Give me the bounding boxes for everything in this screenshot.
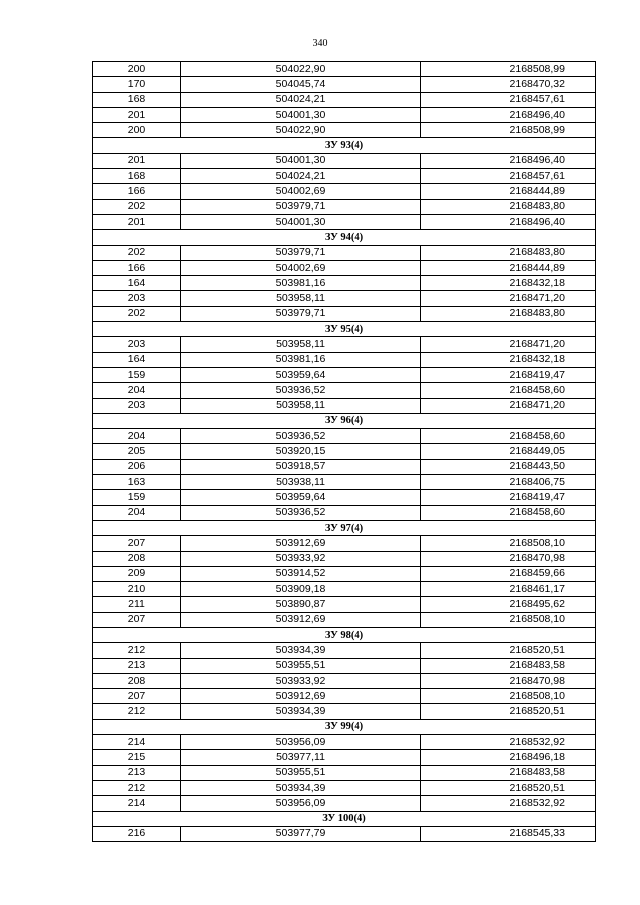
table-row <box>93 92 596 107</box>
section-header-row <box>93 520 596 535</box>
point-number-cell: 166 <box>93 184 181 199</box>
x-coordinate-cell: 504024,21 <box>181 92 421 107</box>
x-coordinate-cell: 503934,39 <box>181 780 421 795</box>
x-coordinate-cell: 503958,11 <box>181 337 421 352</box>
section-title: ЗУ 100(4) <box>93 811 596 826</box>
y-coordinate-cell: 2168458,60 <box>421 429 596 444</box>
x-coordinate-cell: 503936,52 <box>181 429 421 444</box>
x-coordinate-cell: 503936,52 <box>181 505 421 520</box>
section-header-row <box>93 719 596 734</box>
x-coordinate-cell: 504045,74 <box>181 77 421 92</box>
y-coordinate-cell: 2168432,18 <box>421 352 596 367</box>
point-number-cell: 208 <box>93 551 181 566</box>
y-coordinate-cell: 2168432,18 <box>421 276 596 291</box>
section-title: ЗУ 96(4) <box>93 413 596 428</box>
point-number-cell: 213 <box>93 765 181 780</box>
y-coordinate-cell: 2168496,40 <box>421 107 596 122</box>
x-coordinate-cell: 503979,71 <box>181 199 421 214</box>
x-coordinate-cell: 503981,16 <box>181 352 421 367</box>
x-coordinate-cell: 504002,69 <box>181 260 421 275</box>
y-coordinate-cell: 2168508,99 <box>421 123 596 138</box>
x-coordinate-cell: 503938,11 <box>181 475 421 490</box>
y-coordinate-cell: 2168444,89 <box>421 184 596 199</box>
x-coordinate-cell: 504024,21 <box>181 169 421 184</box>
point-number-cell: 203 <box>93 291 181 306</box>
point-number-cell: 212 <box>93 780 181 795</box>
y-coordinate-cell: 2168545,33 <box>421 826 596 841</box>
table-row <box>93 123 596 138</box>
x-coordinate-cell: 503977,79 <box>181 826 421 841</box>
table-row <box>93 291 596 306</box>
point-number-cell: 164 <box>93 352 181 367</box>
point-number-cell: 207 <box>93 536 181 551</box>
x-coordinate-cell: 503918,57 <box>181 459 421 474</box>
y-coordinate-cell: 2168508,99 <box>421 62 596 77</box>
table-row <box>93 536 596 551</box>
table-row <box>93 780 596 795</box>
point-number-cell: 212 <box>93 704 181 719</box>
table-row <box>93 367 596 382</box>
x-coordinate-cell: 503981,16 <box>181 276 421 291</box>
point-number-cell: 207 <box>93 689 181 704</box>
table-row <box>93 245 596 260</box>
x-coordinate-cell: 503933,92 <box>181 673 421 688</box>
point-number-cell: 213 <box>93 658 181 673</box>
table-row <box>93 689 596 704</box>
table-row <box>93 383 596 398</box>
y-coordinate-cell: 2168520,51 <box>421 704 596 719</box>
table-row <box>93 444 596 459</box>
point-number-cell: 216 <box>93 826 181 841</box>
x-coordinate-cell: 504001,30 <box>181 214 421 229</box>
table-row <box>93 276 596 291</box>
y-coordinate-cell: 2168406,75 <box>421 475 596 490</box>
y-coordinate-cell: 2168419,47 <box>421 490 596 505</box>
table-row <box>93 796 596 811</box>
x-coordinate-cell: 503959,64 <box>181 367 421 382</box>
page-number: 340 <box>312 38 328 49</box>
table-row <box>93 475 596 490</box>
x-coordinate-cell: 503936,52 <box>181 383 421 398</box>
y-coordinate-cell: 2168458,60 <box>421 383 596 398</box>
point-number-cell: 159 <box>93 490 181 505</box>
section-header-row <box>93 138 596 153</box>
y-coordinate-cell: 2168520,51 <box>421 643 596 658</box>
y-coordinate-cell: 2168470,32 <box>421 77 596 92</box>
y-coordinate-cell: 2168483,80 <box>421 306 596 321</box>
point-number-cell: 166 <box>93 260 181 275</box>
table-row <box>93 169 596 184</box>
point-number-cell: 211 <box>93 597 181 612</box>
section-header-row <box>93 627 596 642</box>
x-coordinate-cell: 503912,69 <box>181 689 421 704</box>
y-coordinate-cell: 2168457,61 <box>421 92 596 107</box>
x-coordinate-cell: 503934,39 <box>181 704 421 719</box>
table-row <box>93 658 596 673</box>
x-coordinate-cell: 503979,71 <box>181 306 421 321</box>
x-coordinate-cell: 503934,39 <box>181 643 421 658</box>
point-number-cell: 163 <box>93 475 181 490</box>
table-row <box>93 735 596 750</box>
point-number-cell: 212 <box>93 643 181 658</box>
x-coordinate-cell: 503914,52 <box>181 566 421 581</box>
y-coordinate-cell: 2168496,40 <box>421 214 596 229</box>
point-number-cell: 202 <box>93 245 181 260</box>
table-row <box>93 199 596 214</box>
section-header-row <box>93 811 596 826</box>
table-row <box>93 597 596 612</box>
table-row <box>93 337 596 352</box>
y-coordinate-cell: 2168461,17 <box>421 582 596 597</box>
table-row <box>93 77 596 92</box>
table-row <box>93 429 596 444</box>
x-coordinate-cell: 504001,30 <box>181 153 421 168</box>
y-coordinate-cell: 2168496,40 <box>421 153 596 168</box>
point-number-cell: 168 <box>93 169 181 184</box>
y-coordinate-cell: 2168470,98 <box>421 551 596 566</box>
table-row <box>93 673 596 688</box>
point-number-cell: 215 <box>93 750 181 765</box>
y-coordinate-cell: 2168483,58 <box>421 658 596 673</box>
section-header-row <box>93 413 596 428</box>
point-number-cell: 202 <box>93 199 181 214</box>
x-coordinate-cell: 503955,51 <box>181 658 421 673</box>
y-coordinate-cell: 2168458,60 <box>421 505 596 520</box>
y-coordinate-cell: 2168508,10 <box>421 689 596 704</box>
point-number-cell: 205 <box>93 444 181 459</box>
y-coordinate-cell: 2168483,80 <box>421 245 596 260</box>
section-header-row <box>93 230 596 245</box>
point-number-cell: 214 <box>93 796 181 811</box>
table-row <box>93 704 596 719</box>
y-coordinate-cell: 2168520,51 <box>421 780 596 795</box>
point-number-cell: 201 <box>93 107 181 122</box>
y-coordinate-cell: 2168532,92 <box>421 735 596 750</box>
x-coordinate-cell: 503977,11 <box>181 750 421 765</box>
table-row <box>93 260 596 275</box>
point-number-cell: 206 <box>93 459 181 474</box>
table-row <box>93 765 596 780</box>
y-coordinate-cell: 2168471,20 <box>421 398 596 413</box>
x-coordinate-cell: 504002,69 <box>181 184 421 199</box>
x-coordinate-cell: 503955,51 <box>181 765 421 780</box>
table-row <box>93 398 596 413</box>
x-coordinate-cell: 503979,71 <box>181 245 421 260</box>
point-number-cell: 168 <box>93 92 181 107</box>
y-coordinate-cell: 2168471,20 <box>421 291 596 306</box>
x-coordinate-cell: 504022,90 <box>181 123 421 138</box>
point-number-cell: 214 <box>93 735 181 750</box>
point-number-cell: 207 <box>93 612 181 627</box>
section-title: ЗУ 94(4) <box>93 230 596 245</box>
x-coordinate-cell: 503956,09 <box>181 796 421 811</box>
point-number-cell: 170 <box>93 77 181 92</box>
point-number-cell: 203 <box>93 337 181 352</box>
section-title: ЗУ 93(4) <box>93 138 596 153</box>
table-row <box>93 551 596 566</box>
x-coordinate-cell: 503890,87 <box>181 597 421 612</box>
table-row <box>93 153 596 168</box>
point-number-cell: 204 <box>93 383 181 398</box>
point-number-cell: 200 <box>93 123 181 138</box>
table-row <box>93 459 596 474</box>
point-number-cell: 164 <box>93 276 181 291</box>
x-coordinate-cell: 503956,09 <box>181 735 421 750</box>
point-number-cell: 201 <box>93 214 181 229</box>
y-coordinate-cell: 2168483,80 <box>421 199 596 214</box>
x-coordinate-cell: 503909,18 <box>181 582 421 597</box>
y-coordinate-cell: 2168508,10 <box>421 612 596 627</box>
point-number-cell: 159 <box>93 367 181 382</box>
point-number-cell: 201 <box>93 153 181 168</box>
y-coordinate-cell: 2168470,98 <box>421 673 596 688</box>
coordinates-table <box>92 61 596 842</box>
x-coordinate-cell: 503933,92 <box>181 551 421 566</box>
table-row <box>93 306 596 321</box>
table-row <box>93 505 596 520</box>
table-row <box>93 826 596 841</box>
table-row <box>93 643 596 658</box>
x-coordinate-cell: 503959,64 <box>181 490 421 505</box>
y-coordinate-cell: 2168444,89 <box>421 260 596 275</box>
y-coordinate-cell: 2168457,61 <box>421 169 596 184</box>
section-title: ЗУ 95(4) <box>93 322 596 337</box>
y-coordinate-cell: 2168532,92 <box>421 796 596 811</box>
x-coordinate-cell: 503958,11 <box>181 291 421 306</box>
y-coordinate-cell: 2168449,05 <box>421 444 596 459</box>
section-title: ЗУ 99(4) <box>93 719 596 734</box>
table-row <box>93 582 596 597</box>
x-coordinate-cell: 504001,30 <box>181 107 421 122</box>
x-coordinate-cell: 503912,69 <box>181 536 421 551</box>
table-row <box>93 352 596 367</box>
section-header-row <box>93 322 596 337</box>
table-row <box>93 566 596 581</box>
point-number-cell: 203 <box>93 398 181 413</box>
table-row <box>93 184 596 199</box>
table-row <box>93 612 596 627</box>
y-coordinate-cell: 2168483,58 <box>421 765 596 780</box>
section-title: ЗУ 98(4) <box>93 627 596 642</box>
coordinates-table-body <box>93 62 596 842</box>
point-number-cell: 202 <box>93 306 181 321</box>
point-number-cell: 200 <box>93 62 181 77</box>
point-number-cell: 204 <box>93 505 181 520</box>
y-coordinate-cell: 2168495,62 <box>421 597 596 612</box>
y-coordinate-cell: 2168508,10 <box>421 536 596 551</box>
point-number-cell: 204 <box>93 429 181 444</box>
table-row <box>93 490 596 505</box>
y-coordinate-cell: 2168496,18 <box>421 750 596 765</box>
section-title: ЗУ 97(4) <box>93 520 596 535</box>
y-coordinate-cell: 2168443,50 <box>421 459 596 474</box>
table-row <box>93 750 596 765</box>
x-coordinate-cell: 503912,69 <box>181 612 421 627</box>
y-coordinate-cell: 2168459,66 <box>421 566 596 581</box>
y-coordinate-cell: 2168419,47 <box>421 367 596 382</box>
table-row <box>93 107 596 122</box>
point-number-cell: 210 <box>93 582 181 597</box>
y-coordinate-cell: 2168471,20 <box>421 337 596 352</box>
x-coordinate-cell: 503958,11 <box>181 398 421 413</box>
x-coordinate-cell: 503920,15 <box>181 444 421 459</box>
point-number-cell: 208 <box>93 673 181 688</box>
x-coordinate-cell: 504022,90 <box>181 62 421 77</box>
table-row <box>93 62 596 77</box>
table-row <box>93 214 596 229</box>
point-number-cell: 209 <box>93 566 181 581</box>
